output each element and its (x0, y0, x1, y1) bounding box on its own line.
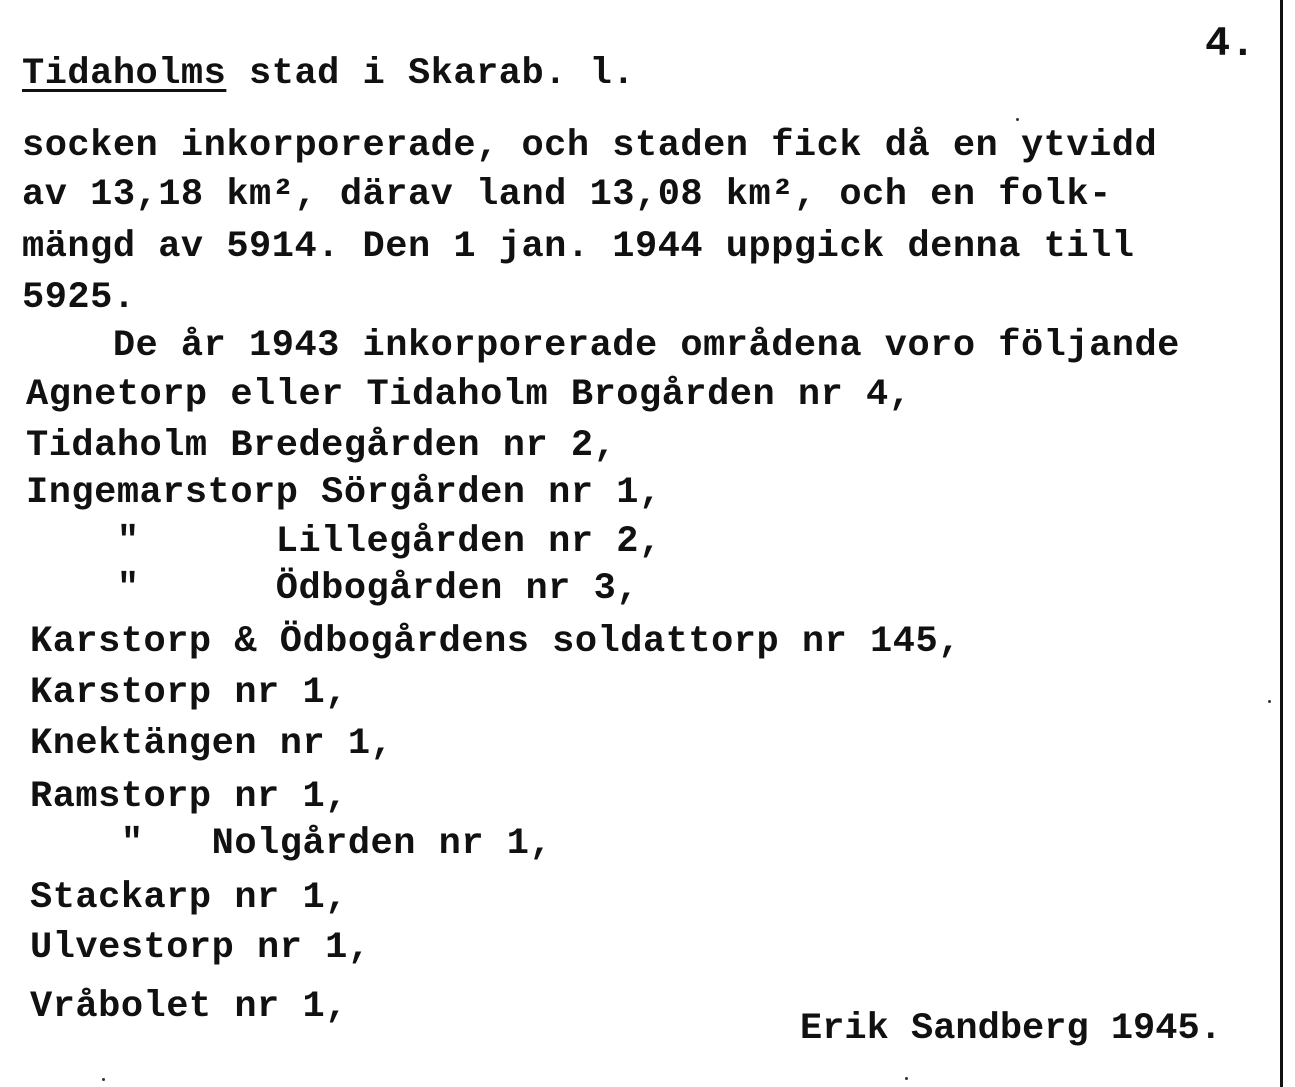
area-item: Ulvestorp nr 1, (30, 927, 371, 969)
area-item: Tidaholm Bredegården nr 2, (26, 425, 617, 467)
paragraph-intro: De år 1943 inkorporerade områdena voro följande (22, 325, 1180, 367)
area-item: " Lillegården nr 2, (26, 521, 662, 563)
area-item: Knektängen nr 1, (30, 723, 394, 765)
area-item: Karstorp nr 1, (30, 672, 348, 714)
signature: Erik Sandberg 1945. (800, 1008, 1222, 1050)
card-heading (22, 52, 635, 96)
area-item: " Ödbogården nr 3, (26, 568, 639, 610)
area-item: Agnetorp eller Tidaholm Brogården nr 4, (26, 374, 912, 416)
area-item: Karstorp & Ödbogårdens soldattorp nr 145, (30, 621, 961, 663)
paragraph-line: av 13,18 km², därav land 13,08 km², och en folk- (22, 174, 1112, 216)
page-number: 4. (1205, 20, 1256, 68)
paper-speck (1268, 700, 1271, 703)
heading-rest: stad i Skarab. l. (226, 53, 636, 95)
paragraph-line: 5925. (22, 277, 136, 319)
paper-speck (1016, 118, 1019, 121)
heading-place: Tidaholms (22, 53, 227, 95)
area-item: Stackarp nr 1, (30, 877, 348, 919)
paper-speck (102, 1078, 105, 1081)
card-right-edge (1280, 0, 1283, 1087)
area-item: " Nolgården nr 1, (30, 823, 553, 865)
area-item: Ingemarstorp Sörgården nr 1, (26, 472, 662, 514)
area-item: Ramstorp nr 1, (30, 776, 348, 818)
paragraph-line: socken inkorporerade, och staden fick då en ytvidd (22, 125, 1158, 167)
paper-speck (905, 1077, 908, 1080)
area-item: Vråbolet nr 1, (30, 986, 348, 1028)
paragraph-line: mängd av 5914. Den 1 jan. 1944 uppgick denna till (22, 226, 1135, 268)
